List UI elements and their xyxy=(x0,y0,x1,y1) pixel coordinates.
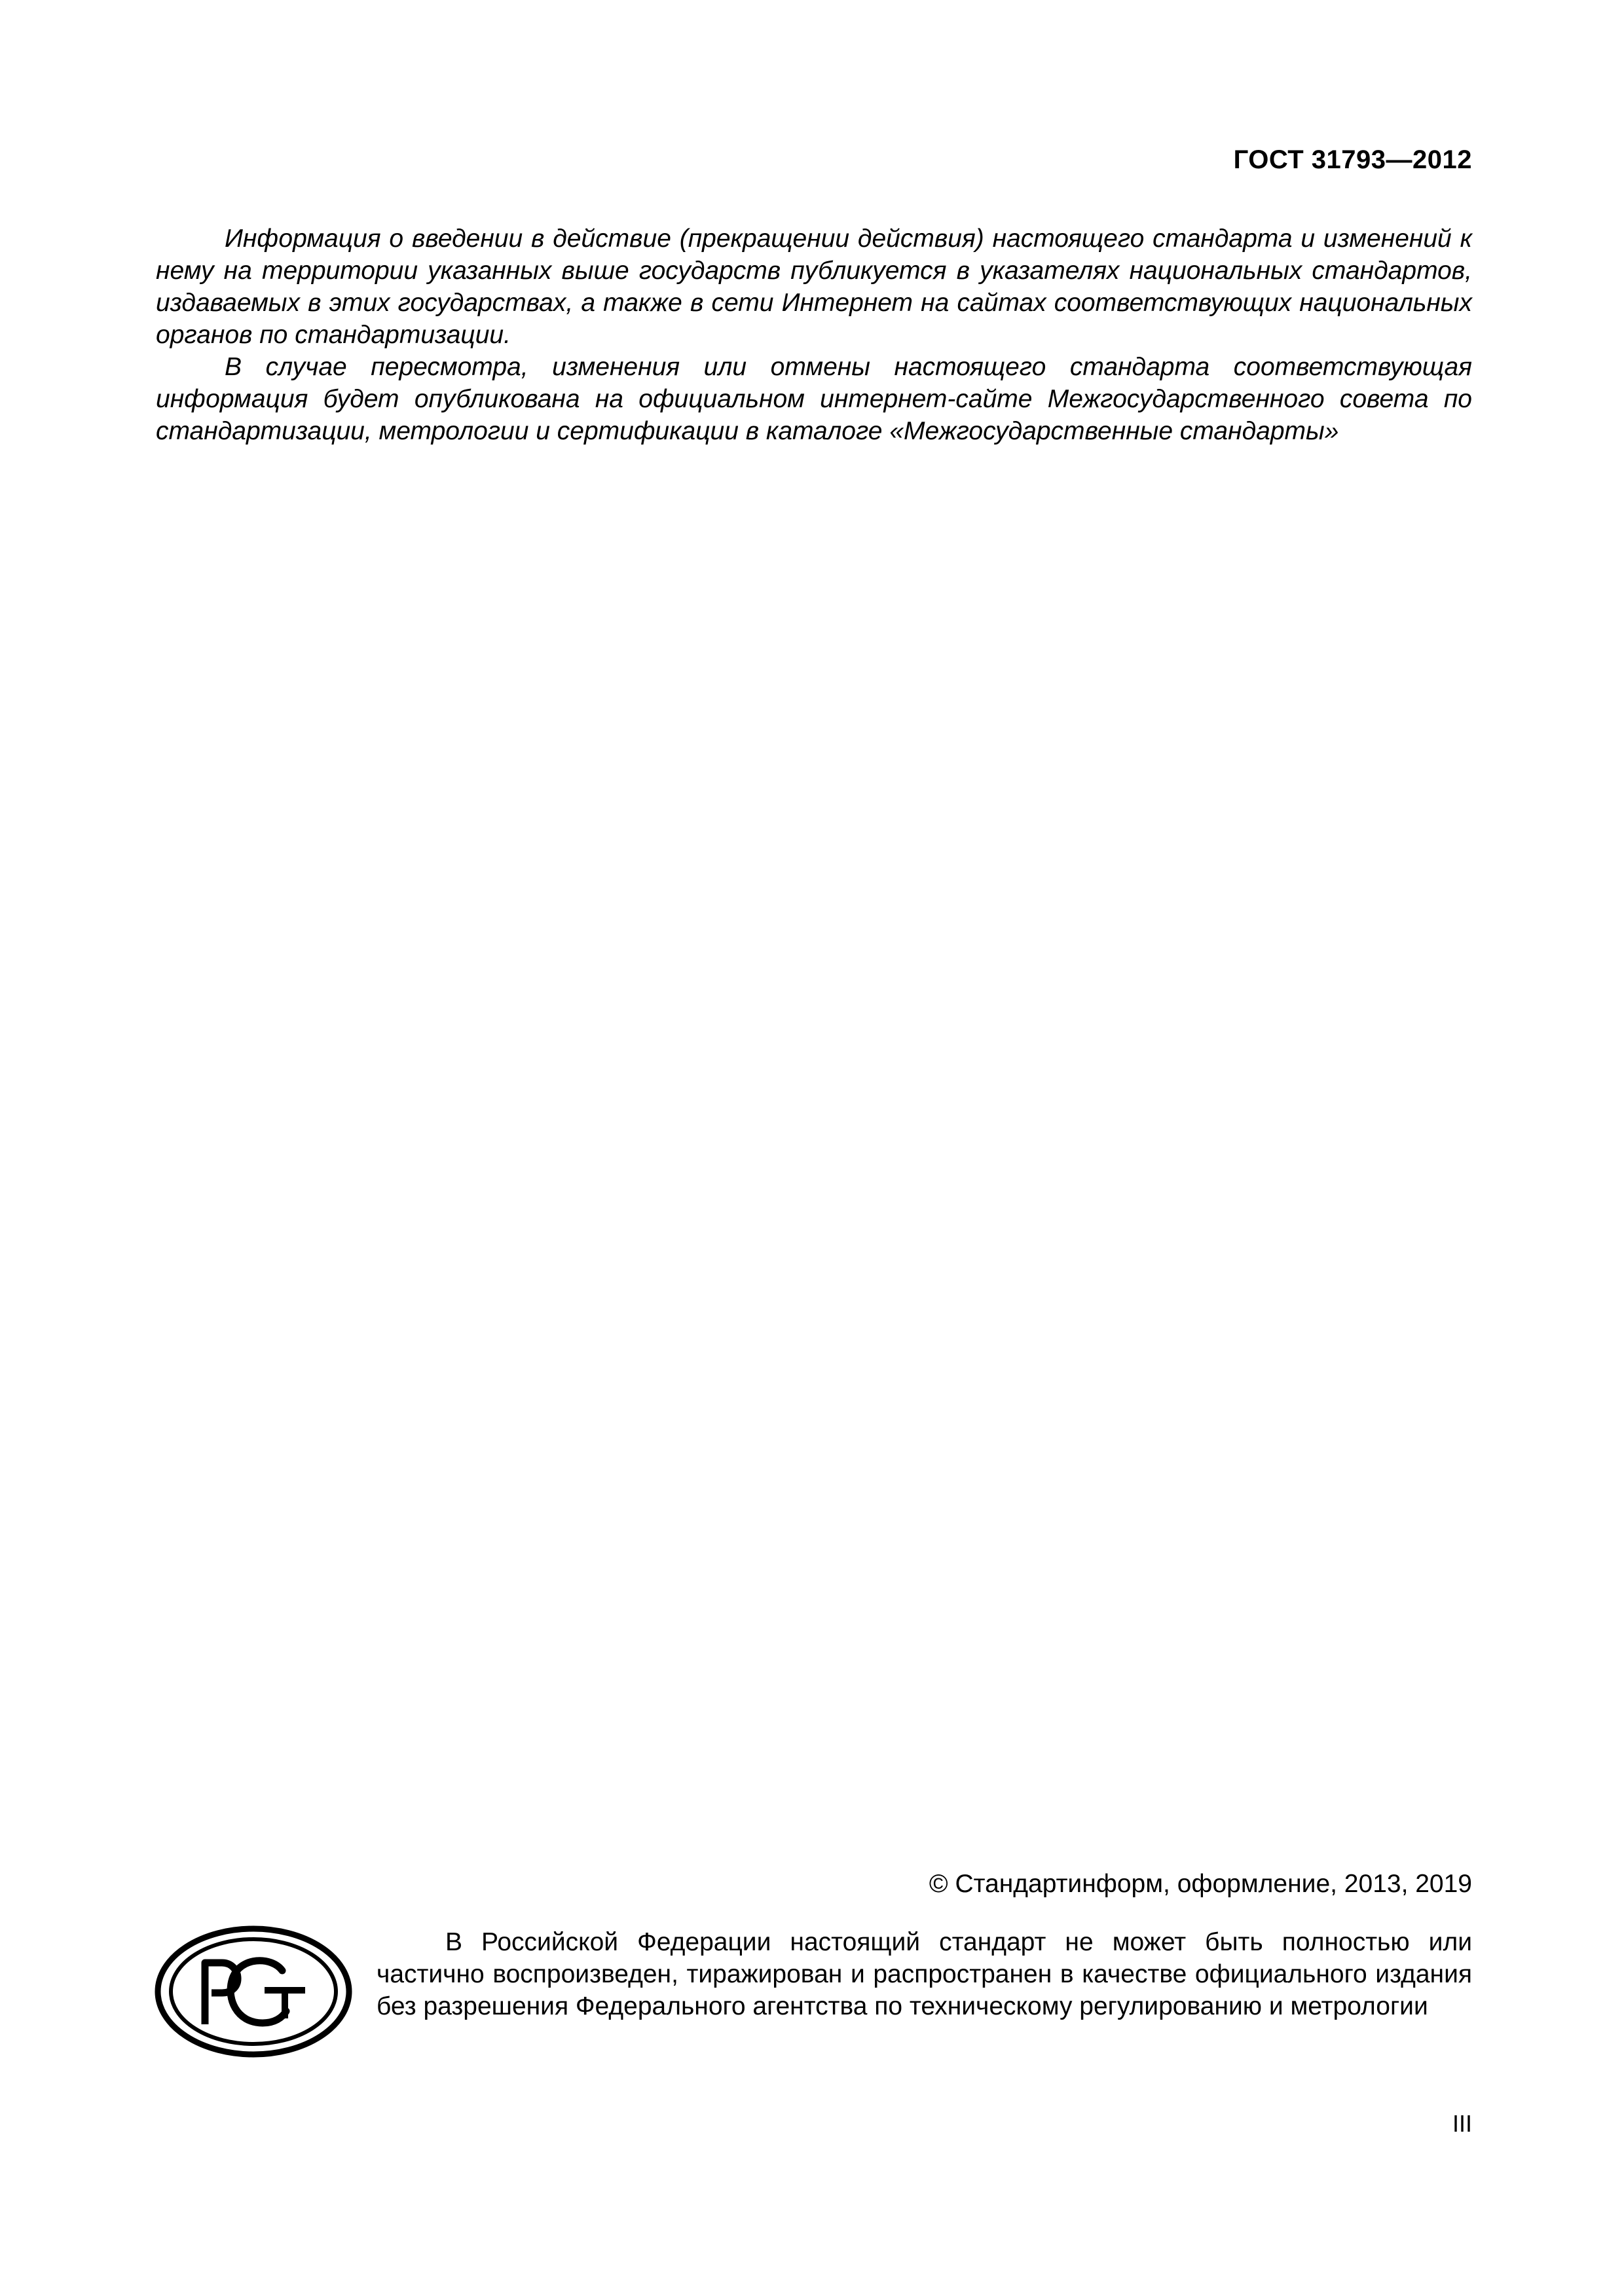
reproduction-notice xyxy=(377,1926,1472,2022)
page-number: III xyxy=(1452,2110,1472,2137)
document-number: ГОСТ 31793—2012 xyxy=(1233,145,1472,174)
info-paragraph-1: Информация о введении в действие (прекращении действия) настоящего стандарта и изменений к нему на территории указанных выше государств публикуется в указателях национальных стандартов, издаваемых в этих государствах, а также в сети Интернет на сайтах соответствующих национальных органов по стандартизации. xyxy=(156,225,1472,349)
copyright-notice: © Стандартинформ, оформление, 2013, 2019 xyxy=(929,1870,1472,1898)
gost-r-certification-mark-icon xyxy=(154,1925,354,2059)
reproduction-notice-text: В Российской Федерации настоящий стандарт не может быть полностью или частично воспроизведен, тиражирован и распространен в качестве официального издания без разрешения Федерального агентства по техническому регулированию и метрологии xyxy=(377,1928,1472,2020)
publication-info xyxy=(156,223,1472,447)
info-paragraph-2: В случае пересмотра, изменения или отмены настоящего стандарта соответствующая информация будет опубликована на официальном интернет-сайте Межгосударственного совета по стандартизации, метрологии и сертификации в каталоге «Межгосударственные стандарты» xyxy=(156,353,1472,445)
